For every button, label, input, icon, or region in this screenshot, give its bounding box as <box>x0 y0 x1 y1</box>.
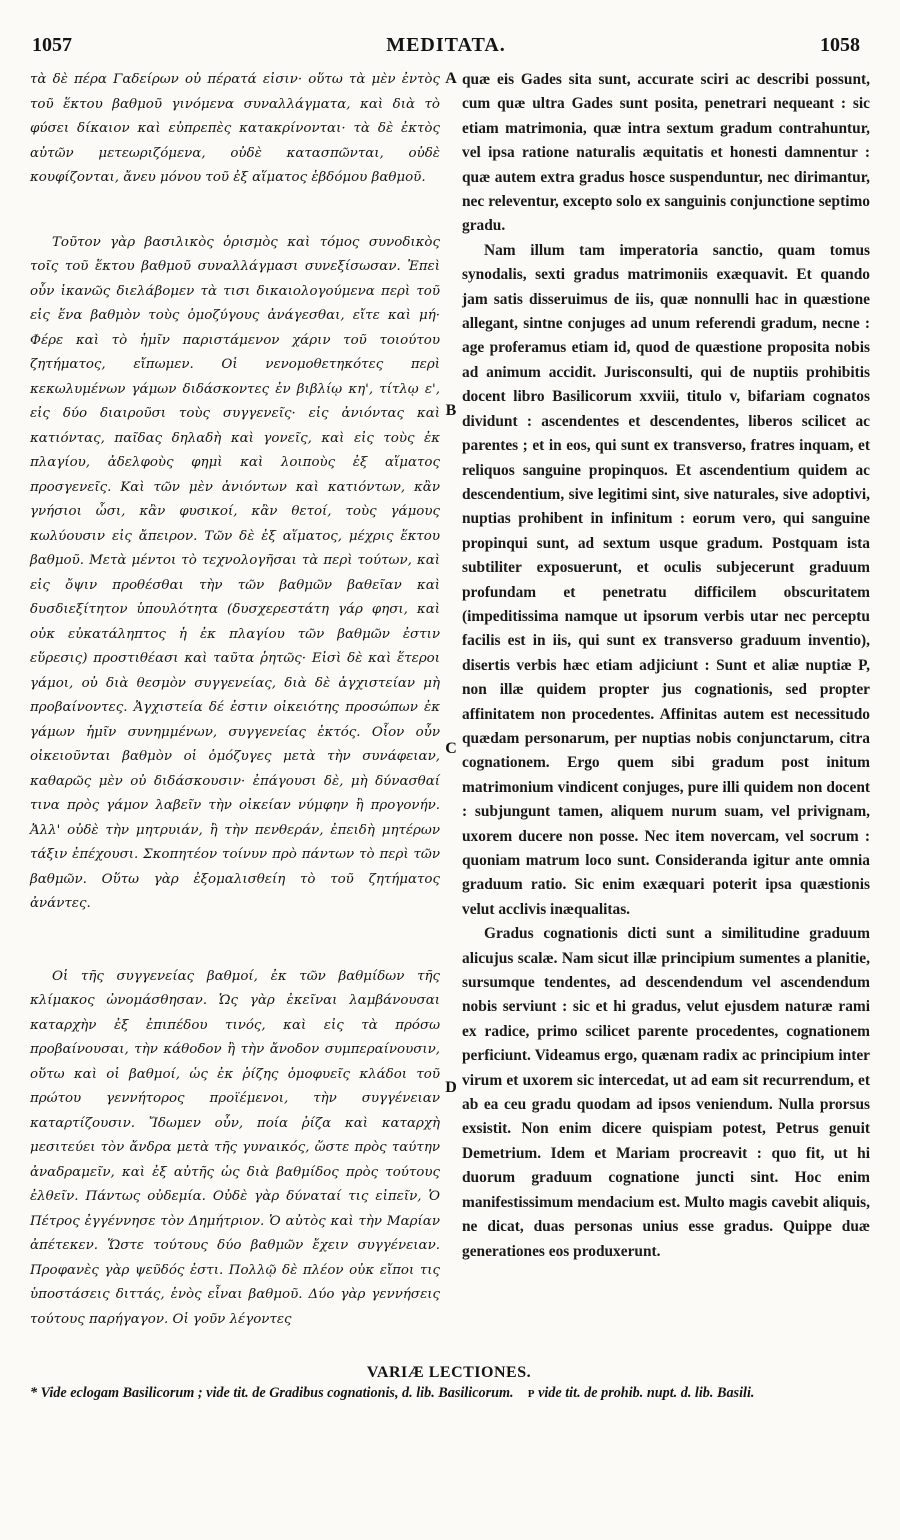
variae-lectiones <box>30 1364 868 1403</box>
greek-column <box>30 68 440 1332</box>
page-number-right: 1058 <box>820 34 860 56</box>
margin-letter-d: D <box>445 1079 457 1096</box>
note-marker: * <box>30 1385 38 1401</box>
note-text: Vide eclogam Basilicorum ; vide tit. de Gradibus cognationis, d. lib. Basilicorum. <box>40 1385 514 1401</box>
margin-letter-a: A <box>445 70 457 87</box>
margin-letter-b: B <box>445 402 457 419</box>
variae-heading: VARIÆ LECTIONES. <box>366 1364 532 1381</box>
running-header <box>32 34 860 64</box>
latin-paragraph: Nam illum tam imperatoria sanctio, quam tomus synodalis, sexti gradus matrimoniis exæquavit. Et quando jam satis disseruimus de iis, quæ nonnulli hac in quæstione allegant, sintne conjuges ad unum referendi gradum, necne : age proferamus etiam id, quod de quæstione proposita nobis ad animum accidit. Jurisconsulti, qui de nuptiis prohibitis docent libro Basilicorum xxviii, titulo v, bifariam cognatos dividunt : ascendentes et descendentes, liberos scilicet ac parentes ; et in eos, qui sunt ex transverso, fratres inquam, et reliquos sanguine propinquos. Et ascendentium quidem ac descendentium, sive legitimi sint, sive naturales, sive adoptivi, nuptias prohibent in infinitum : eorum vero, qui sanguine propinqui sunt, ad sextum usque gradum. Postquam ista subtiliter exposuerunt, et oculis subjecerunt graduum profundam et penetratu difficilem obscuritatem (impeditissima namque ut ipsorum verbis utar nec perceptu facilis est in iis, qui sunt ex transverso graduum inventio), disertis verbis hæc etiam adjiciunt : Sunt et aliæ nuptiæ P, non illæ quidem propter jus cognationis, sed propter affinitatem non procedentes. Affinitas autem est necessitudo quædam personarum, per nuptias nobis conjunctarum, citra cognationem. Ergo quem sibi gradum post initum matrimonium vindicent conjuges, pure illi quidem non docent : subjungunt tamen, aliquem nurum suam, vel privignam, uxorem ducere non posse. Nec item novercam, vel socrum : quoniam matrum loco sunt. Consideranda igitur ante omnia graduum ratio. Sic enim exæquari poterit ipsa quæstionis velut acclivis inæqualitas. <box>462 241 870 918</box>
latin-paragraph: Gradus cognationis dicti sunt a similitudine graduum alicujus scalæ. Nam sicut illæ principium sumentes a planitie, sursumque tendentes, ad descendendum vel ascendendum nobis serviunt : sic et hi gradus, velut ejusdem naturæ rami ex radice, primo scilicet parente procedentes, cognationem perficiunt. Videamus ergo, quænam radix ac principium inter virum et uxorem sic intercedat, ut ad eam sit recurrendum, et ab ea ceu gradu quodam ad ipsos veniendum. Nulla prorsus exsistit. Non enim dicere quispiam potest, Petrus genuit Demetrium. Idem et Mariam procreavit : quo fit, ut hi duorum graduum cognatione juncti sint. Hoc enim manifestissimum mendacium est. Multo magis cavebit aliquis, ne dicat, duas personas unius esse gradus. Quippe duæ generationes eos produxerunt. <box>462 925 870 1260</box>
greek-paragraph: τὰ δὲ πέρα Γαδείρων οὐ πέρατά εἰσιν· οὕτω τὰ μὲν ἐντὸς τοῦ ἕκτου βαθμοῦ γινόμενα συναλλάγματα, καὶ διὰ τὸ φύσει δίκαιον καὶ εὐπρεπὲς κατακρίνονται· τὰ δὲ ἐκτὸς αὐτῶν μετεωριζόμενα, οὐδὲ κατασπῶνται, οὐδὲ κουφίζονται, ἄνευ μόνου τοῦ ἐξ αἵματος ἑβδόμου βαθμοῦ. <box>30 72 440 185</box>
latin-paragraph: quæ eis Gades sita sunt, accurate sciri ac describi possunt, cum quæ ultra Gades sunt posita, penetrari nequeant : sic etiam matrimonia, quæ intra sextum gradum contrahuntur, vel ipsa ratione naturalis æquitatis et honesti damnentur : quæ autem extra gradus hosce suspenduntur, nec dirimantur, nec releventur, excepto solo ex sanguinis conjunctione septimo gradu. <box>462 71 870 235</box>
note2-marker: P <box>527 1388 535 1400</box>
running-title: MEDITATA. <box>386 34 506 56</box>
latin-column <box>462 68 870 1264</box>
greek-paragraph: Τοῦτον γὰρ βασιλικὸς ὁρισμὸς καὶ τόμος συνοδικὸς τοῖς τοῦ ἕκτου βαθμοῦ συναλλάγμασι συνεξίσωσαν. Ἐπεὶ οὖν ἱκανῶς διελάβομεν τὰ τισι δικαιολογούμενα περὶ τοῦ εἰς ἕνα βαθμὸν τοὺς ὁμοζύγους ἀνάγεσθαι, εἴτε καὶ μή· Φέρε καὶ τὸ ἡμῖν παριστάμενον χάριν τοῦ τοιούτου ζητήματος, εἴπωμεν. Οἱ νενομοθετηκότες περὶ κεκωλυμένων γάμων διδάσκοντες ἐν βιβλίῳ κη', τίτλῳ ε', εἰς δύο διαιροῦσι τοὺς συγγενεῖς· εἰς ἀνιόντας καὶ κατιόντας, παῖδας δηλαδὴ καὶ γονεῖς, καὶ εἰς τοὺς ἐκ πλαγίου, ἀδελφοὺς φημὶ καὶ λοιποὺς ἐξ αἵματος προσγενεῖς. Καὶ τῶν μὲν ἀνιόντων καὶ κατιόντων, κἂν γνήσιοι ὦσι, κἂν φυσικοί, κἂν θετοί, τοὺς γάμους κωλύουσιν εἰς ἄπειρον. Τῶν δὲ ἐξ αἵματος, μέχρις ἕκτου βαθμοῦ. Μετὰ μέντοι τὸ τεχνολογῆσαι τὰ περὶ τούτων, καὶ εἰς ὄψιν προθέσθαι τὴν τῶν βαθμῶν βαθεῖαν καὶ δυσδιεξίτητον ὑπουλότητα (δυσχερεστάτη γάρ φησι, καὶ οὐκ εὐκατάληπτος ἡ ἐκ πλαγίου τῶν βαθμῶν ἐστιν εὕρεσις) προστιθέασι καὶ ταῦτα ῥητῶς· Εἰσὶ δὲ καὶ ἕτεροι γάμοι, οὐ διὰ θεσμὸν συγγενείας, διὰ δὲ ἀγχιστείαν μὴ προβαίνοντες. Ἀγχιστεία δέ ἐστιν οἰκειότης προσώπων ἐκ γάμων ἡμῖν συνημμένων, συγγενείας ἐκτός. Οἷον οὖν οἰκειοῦνται βαθμὸν οἱ ὁμόζυγες μετὰ τὴν συνάφειαν, καθαρῶς μὲν οὐ διδάσκουσιν· ἐπάγουσι δὲ, μὴ δύνασθαί τινα πρὸς γάμον λαβεῖν τὴν οἰκείαν νύμφην ἢ προγονήν. Ἀλλ' οὐδὲ τὴν μητρυιάν, ἢ τὴν πενθεράν, ἐπειδὴ μητέρων τάξιν ἐπέχουσι. Σκοπητέον τοίνυν πρὸ πάντων τὸ περὶ τῶν βαθμῶν. Οὕτω γὰρ ἐξομαλισθείη τὸ τοῦ ζητήματος ἀνάντες. <box>30 234 440 911</box>
greek-paragraph: Οἱ τῆς συγγενείας βαθμοί, ἐκ τῶν βαθμίδων τῆς κλίμακος ὠνομάσθησαν. Ὡς γὰρ ἐκεῖναι λαμβάνουσαι καταρχὴν ἐξ ἐπιπέδου τινός, καὶ εἰς τὰ πρόσω προβαίνουσαι, τὴν κάθοδον ἢ τὴν ἄνοδον συμπεραίνουσιν, οὕτω καὶ οἱ βαθμοί, ὡς ἐκ ῥίζης ὁμοφυεῖς κλάδοι τοῦ πρώτου γεννήτορος προϊέμενοι, τὴν συγγένειαν καταρτίζουσιν. Ἴδωμεν οὖν, ποία ῥίζα καὶ καταρχὴ μεσιτεύει τὸν ἄνδρα μετὰ τῆς γυναικός, ὥστε πρὸς ταύτην ἀναδραμεῖν, καὶ ἐξ αὐτῆς ὡς διὰ βαθμίδος πρὸς τούτους ἐλθεῖν. Πάντως οὐδεμία. Οὐδὲ γὰρ δύναταί τις εἰπεῖν, Ὁ Πέτρος ἐγγέννησε τὸν Δημήτριον. Ὁ αὐτὸς καὶ τὴν Μαρίαν ἀπέτεκεν. Ὥστε τούτους δύο βαθμῶν ἔχειν συγγένειαν. Προφανὲς γὰρ ψεῦδός ἐστι. Πολλῷ δὲ πλέον οὐκ εἴποι τις ὑποστάσεις διττάς, ἑνὸς εἶναι βαθμοῦ. Δύο γὰρ γεννήσεις τούτους παρήγαγον. Οἱ γοῦν λέγοντες <box>30 968 440 1327</box>
page-number-left: 1057 <box>32 34 72 56</box>
note2-text: vide tit. de prohib. nupt. d. lib. Basili. <box>538 1385 755 1401</box>
margin-letter-c: C <box>445 740 457 757</box>
variae-note <box>30 1384 868 1403</box>
